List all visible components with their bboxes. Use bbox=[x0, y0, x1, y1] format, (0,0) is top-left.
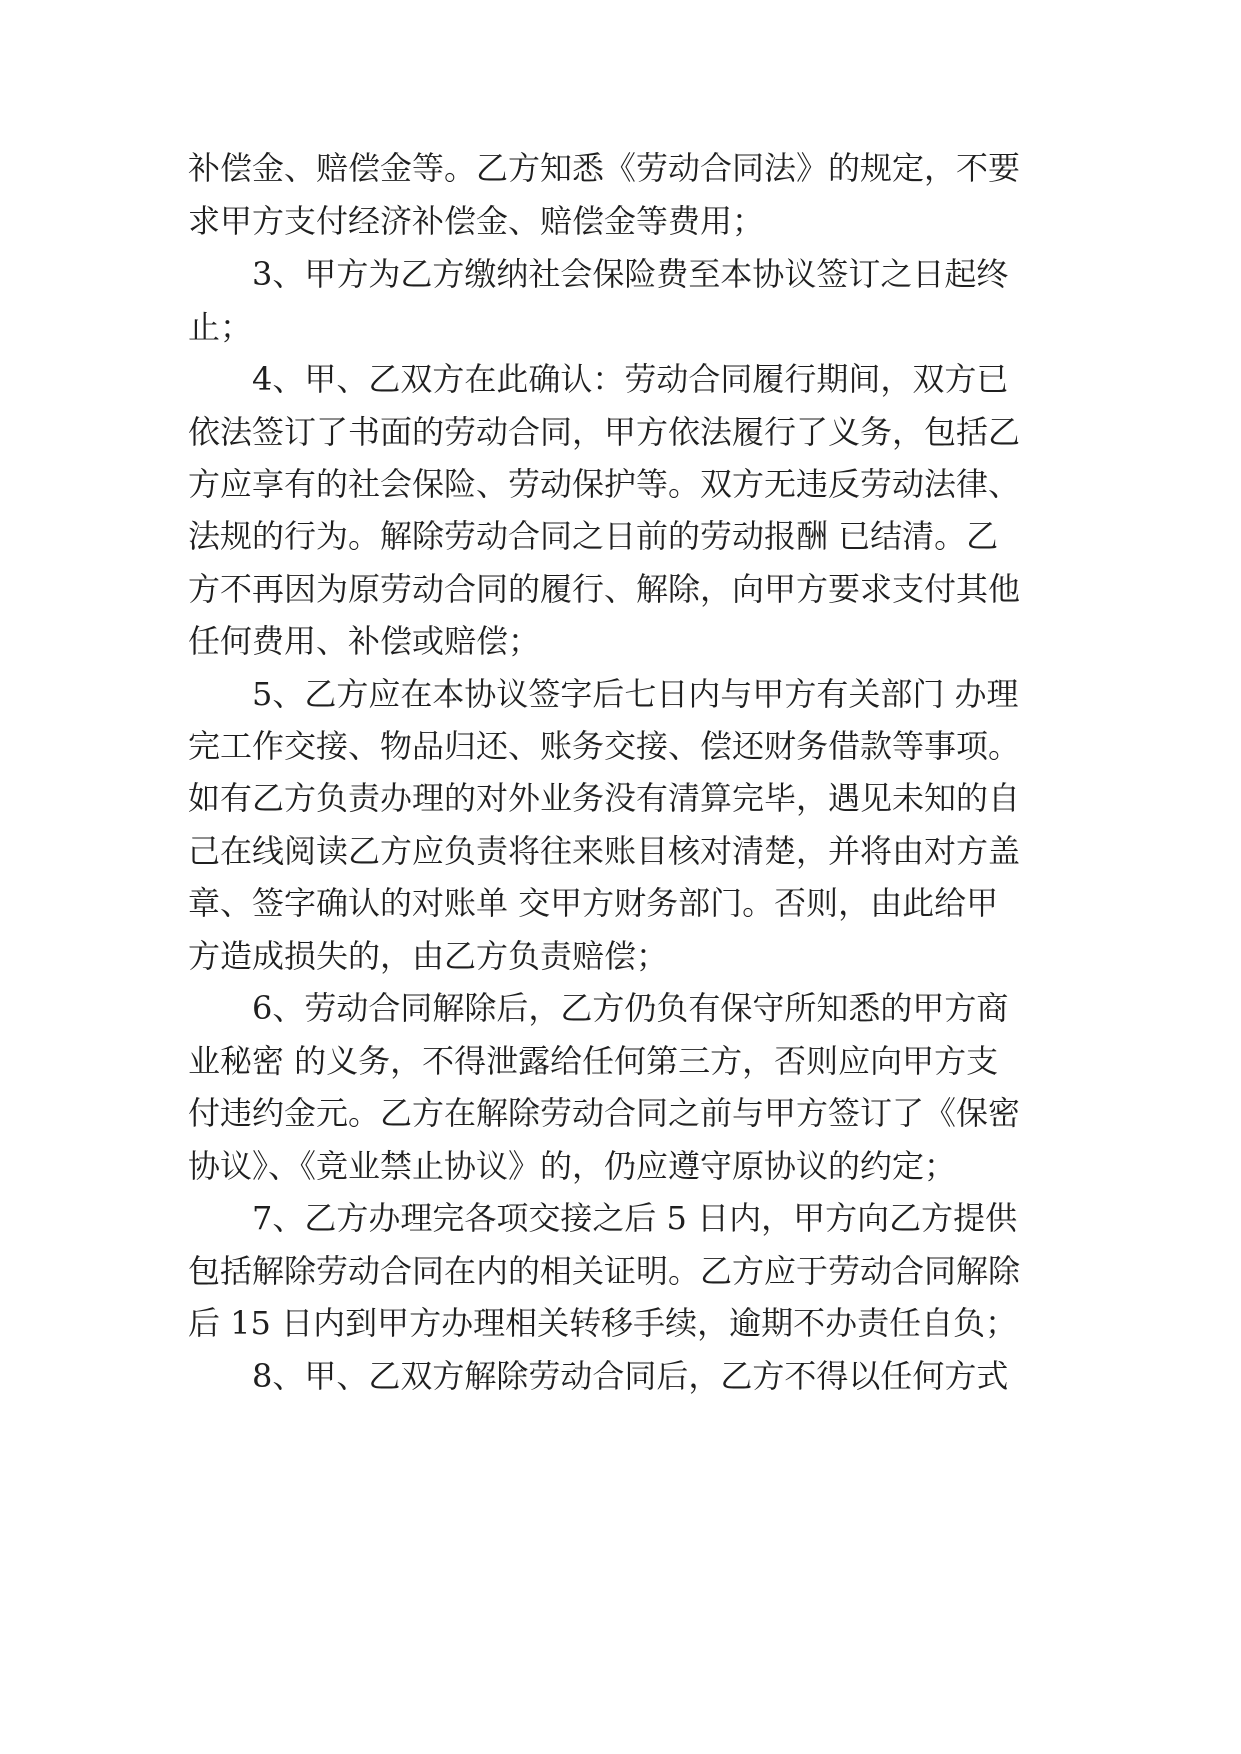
text-line: 依法签订了书面的劳动合同，甲方依法履行了义务，包括乙 bbox=[188, 413, 1021, 451]
paragraph-8-start: 8、甲、乙双方解除劳动合同后，乙方不得以任何方式 bbox=[252, 1357, 1009, 1395]
text-line: 止； bbox=[188, 308, 253, 346]
paragraph-4-start: 4、甲、乙双方在此确认：劳动合同履行期间，双方已 bbox=[252, 360, 1009, 398]
paragraph-5-start: 5、乙方应在本协议签字后七日内与甲方有关部门 办理 bbox=[252, 675, 1019, 713]
text-line: 协议》、《竞业禁止协议》的，仍应遵守原协议的约定； bbox=[188, 1147, 957, 1185]
text-line: 业秘密 的义务，不得泄露给任何第三方，否则应向甲方支 bbox=[188, 1042, 999, 1080]
paragraph-6-start: 6、劳动合同解除后，乙方仍负有保守所知悉的甲方商 bbox=[252, 989, 1009, 1027]
text-line: 方应享有的社会保险、劳动保护等。双方无违反劳动法律、 bbox=[188, 465, 1021, 503]
text-line: 完工作交接、物品归还、账务交接、偿还财务借款等事项。 bbox=[188, 727, 1021, 765]
text-line: 求甲方支付经济补偿金、赔偿金等费用； bbox=[188, 202, 765, 240]
text-line: 章、签字确认的对账单 交甲方财务部门。否则，由此给甲 bbox=[188, 884, 999, 922]
paragraph-7-start: 7、乙方办理完各项交接之后 5 日内，甲方向乙方提供 bbox=[252, 1199, 1018, 1237]
text-line: 如有乙方负责办理的对外业务没有清算完毕，遇见未知的自 bbox=[188, 779, 1021, 817]
text-line: 任何费用、补偿或赔偿； bbox=[188, 622, 541, 660]
text-line: 付违约金元。乙方在解除劳动合同之前与甲方签订了《保密 bbox=[188, 1094, 1021, 1132]
text-line: 己在线阅读乙方应负责将往来账目核对清楚，并将由对方盖 bbox=[188, 832, 1021, 870]
text-line: 补偿金、赔偿金等。乙方知悉《劳动合同法》的规定，不要 bbox=[188, 149, 1021, 187]
text-line: 方造成损失的，由乙方负责赔偿； bbox=[188, 937, 669, 975]
text-line: 包括解除劳动合同在内的相关证明。乙方应于劳动合同解除 bbox=[188, 1252, 1021, 1290]
text-line: 方不再因为原劳动合同的履行、解除，向甲方要求支付其他 bbox=[188, 570, 1021, 608]
text-line: 后 15 日内到甲方办理相关转移手续，逾期不办责任自负； bbox=[188, 1304, 1018, 1342]
paragraph-3-start: 3、甲方为乙方缴纳社会保险费至本协议签订之日起终 bbox=[252, 255, 1009, 293]
text-line: 法规的行为。解除劳动合同之日前的劳动报酬 已结清。乙 bbox=[188, 517, 999, 555]
